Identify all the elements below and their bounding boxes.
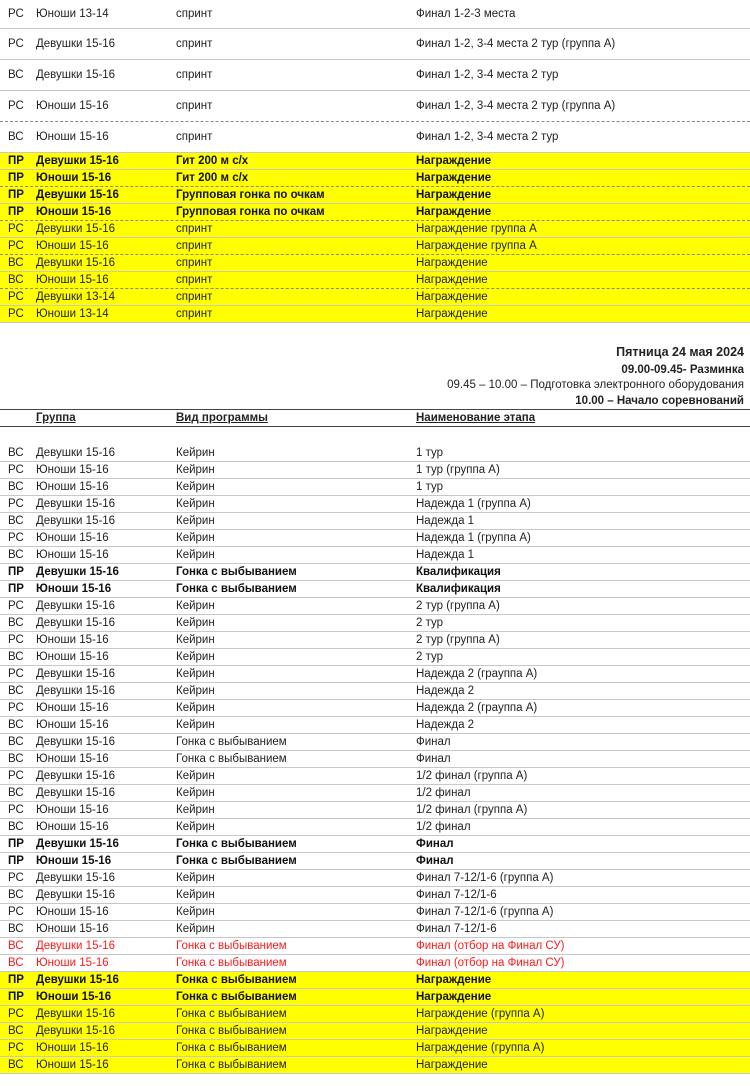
table-header — [0, 409, 750, 427]
program-cell: Групповая гонка по очкам — [176, 189, 325, 201]
stage-cell: Финал (отбор на Финал СУ) — [416, 957, 565, 969]
type-cell: РС — [8, 223, 24, 235]
group-cell: Девушки 15-16 — [36, 940, 116, 952]
type-cell: РС — [8, 702, 24, 714]
program-cell: Кейрин — [176, 719, 215, 731]
stage-cell: Награждение (группа А) — [416, 1042, 545, 1054]
stage-cell: Награждение — [416, 974, 492, 986]
group-cell: Юноши 15-16 — [36, 549, 109, 561]
program-cell: Кейрин — [176, 923, 215, 935]
program-cell: Гит 200 м с/х — [176, 155, 249, 167]
type-cell: РС — [8, 804, 24, 816]
group-cell: Девушки 15-16 — [36, 38, 116, 50]
program-cell: Кейрин — [176, 498, 215, 510]
table-row — [0, 445, 750, 462]
table-row — [0, 122, 750, 153]
group-cell: Юноши 15-16 — [36, 906, 109, 918]
type-cell: РС — [8, 872, 24, 884]
day-title: Пятница 24 мая 2024 — [616, 345, 744, 359]
group-cell: Юноши 15-16 — [36, 634, 109, 646]
program-cell: Гонка с выбыванием — [176, 1059, 287, 1071]
table-row — [0, 598, 750, 615]
program-cell: Кейрин — [176, 617, 215, 629]
type-cell: ВС — [8, 651, 24, 663]
stage-cell: Награждение — [416, 1059, 488, 1071]
group-cell: Девушки 15-16 — [36, 189, 119, 201]
stage-cell: Надежда 1 (группа А) — [416, 532, 531, 544]
type-cell: РС — [8, 668, 24, 680]
stage-cell: Финал 7-12/1-6 (группа А) — [416, 906, 554, 918]
program-cell: Кейрин — [176, 821, 215, 833]
type-cell: ПР — [8, 838, 24, 850]
group-cell: Девушки 15-16 — [36, 1008, 116, 1020]
group-cell: Девушки 15-16 — [36, 257, 116, 269]
type-cell: РС — [8, 1042, 24, 1054]
type-cell: ВС — [8, 719, 24, 731]
stage-cell: Финал 1-2-3 места — [416, 8, 516, 20]
type-cell: РС — [8, 634, 24, 646]
program-cell: Кейрин — [176, 515, 215, 527]
stage-cell: 1/2 финал — [416, 787, 471, 799]
type-cell: ВС — [8, 257, 24, 269]
stage-cell: Надежда 1 (группа А) — [416, 498, 531, 510]
program-cell: спринт — [176, 8, 213, 20]
table-row — [0, 0, 750, 29]
table-row — [0, 91, 750, 122]
program-cell: Гонка с выбыванием — [176, 566, 297, 578]
table-row — [0, 1023, 750, 1040]
stage-cell: Финал 1-2, 3-4 места 2 тур (группа А) — [416, 38, 616, 50]
group-cell: Юноши 13-14 — [36, 8, 109, 20]
group-cell: Девушки 15-16 — [36, 223, 116, 235]
program-cell: Гонка с выбыванием — [176, 1042, 287, 1054]
type-cell: РС — [8, 38, 24, 50]
program-cell: Кейрин — [176, 600, 215, 612]
type-cell: ПР — [8, 991, 24, 1003]
program-cell: Гонка с выбыванием — [176, 855, 297, 867]
stage-cell: 2 тур (группа А) — [416, 600, 500, 612]
table-row — [0, 955, 750, 972]
program-cell: спринт — [176, 274, 213, 286]
type-cell: ВС — [8, 821, 24, 833]
program-cell: Кейрин — [176, 804, 215, 816]
group-cell: Девушки 13-14 — [36, 291, 116, 303]
table-row — [0, 170, 750, 187]
stage-cell: Финал (отбор на Финал СУ) — [416, 940, 565, 952]
table-row — [0, 649, 750, 666]
stage-cell: Финал 1-2, 3-4 места 2 тур (группа А) — [416, 100, 616, 112]
stage-cell: Финал — [416, 838, 454, 850]
group-cell: Девушки 15-16 — [36, 872, 116, 884]
warmup-time: 09.00-09.45- Разминка — [621, 363, 744, 376]
type-cell: ПР — [8, 206, 24, 218]
type-cell: ВС — [8, 515, 24, 527]
program-cell: спринт — [176, 308, 213, 320]
stage-cell: 1 тур — [416, 447, 444, 459]
header-program: Вид программы — [176, 412, 268, 424]
type-cell: ВС — [8, 957, 24, 969]
program-cell: Гонка с выбыванием — [176, 991, 297, 1003]
stage-cell: Квалификация — [416, 583, 501, 595]
stage-cell: Квалификация — [416, 566, 501, 578]
stage-cell: Надежда 2 (грауппа А) — [416, 702, 538, 714]
table-row — [0, 768, 750, 785]
program-cell: спринт — [176, 38, 213, 50]
group-cell: Юноши 15-16 — [36, 240, 109, 252]
type-cell: ПР — [8, 155, 24, 167]
program-cell: Кейрин — [176, 889, 215, 901]
type-cell: ПР — [8, 172, 24, 184]
program-cell: Кейрин — [176, 770, 215, 782]
top-schedule-table — [0, 0, 750, 153]
program-cell: Кейрин — [176, 447, 215, 459]
group-cell: Девушки 15-16 — [36, 515, 116, 527]
type-cell: ВС — [8, 617, 24, 629]
friday-schedule-table — [0, 445, 750, 1074]
table-row — [0, 751, 750, 768]
group-cell: Девушки 15-16 — [36, 838, 119, 850]
table-row — [0, 60, 750, 91]
type-cell: ПР — [8, 974, 24, 986]
type-cell: ВС — [8, 736, 24, 748]
group-cell: Юноши 15-16 — [36, 991, 112, 1003]
group-cell: Девушки 15-16 — [36, 685, 116, 697]
program-cell: Гит 200 м с/х — [176, 172, 249, 184]
stage-cell: Надежда 1 — [416, 549, 475, 561]
start-time: 10.00 – Начало соревнований — [575, 394, 744, 407]
group-cell: Юноши 15-16 — [36, 702, 109, 714]
table-row — [0, 666, 750, 683]
stage-cell: Финал 1-2, 3-4 места 2 тур — [416, 69, 559, 81]
group-cell: Девушки 15-16 — [36, 1025, 116, 1037]
group-cell: Юноши 15-16 — [36, 100, 109, 112]
group-cell: Девушки 15-16 — [36, 566, 119, 578]
stage-cell: Надежда 2 — [416, 719, 475, 731]
program-cell: спринт — [176, 69, 213, 81]
group-cell: Юноши 15-16 — [36, 464, 109, 476]
group-cell: Юноши 15-16 — [36, 855, 112, 867]
stage-cell: Награждение — [416, 308, 488, 320]
stage-cell: Награждение группа А — [416, 223, 537, 235]
type-cell: РС — [8, 308, 24, 320]
group-cell: Девушки 15-16 — [36, 155, 119, 167]
type-cell: РС — [8, 600, 24, 612]
type-cell: РС — [8, 8, 24, 20]
stage-cell: Награждение — [416, 172, 492, 184]
group-cell: Девушки 15-16 — [36, 736, 116, 748]
program-cell: Групповая гонка по очкам — [176, 206, 325, 218]
stage-cell: Финал — [416, 736, 451, 748]
type-cell: РС — [8, 291, 24, 303]
table-row — [0, 870, 750, 887]
group-cell: Юноши 15-16 — [36, 821, 109, 833]
program-cell: спринт — [176, 240, 213, 252]
header-gap — [0, 427, 750, 445]
table-row — [0, 530, 750, 547]
type-cell: ВС — [8, 549, 24, 561]
stage-cell: Награждение — [416, 257, 488, 269]
type-cell: РС — [8, 1008, 24, 1020]
type-cell: РС — [8, 464, 24, 476]
stage-cell: Награждение — [416, 155, 492, 167]
table-row — [0, 479, 750, 496]
group-cell: Юноши 15-16 — [36, 131, 109, 143]
table-row — [0, 272, 750, 289]
group-cell: Юноши 15-16 — [36, 206, 112, 218]
program-cell: спринт — [176, 100, 213, 112]
program-cell: Гонка с выбыванием — [176, 940, 287, 952]
program-cell: Гонка с выбыванием — [176, 1008, 287, 1020]
table-row — [0, 989, 750, 1006]
stage-cell: 2 тур — [416, 617, 444, 629]
group-cell: Юноши 15-16 — [36, 719, 109, 731]
type-cell: ВС — [8, 481, 24, 493]
stage-cell: 1 тур — [416, 481, 444, 493]
table-row — [0, 187, 750, 204]
group-cell: Девушки 15-16 — [36, 770, 116, 782]
program-cell: Кейрин — [176, 668, 215, 680]
table-row — [0, 581, 750, 598]
stage-cell: Надежда 2 — [416, 685, 475, 697]
program-cell: Гонка с выбыванием — [176, 957, 287, 969]
group-cell: Юноши 15-16 — [36, 1059, 109, 1071]
type-cell: ВС — [8, 685, 24, 697]
group-cell: Юноши 15-16 — [36, 481, 109, 493]
stage-cell: Награждение — [416, 189, 492, 201]
stage-cell: Награждение — [416, 291, 488, 303]
type-cell: ВС — [8, 1059, 24, 1071]
type-cell: ВС — [8, 923, 24, 935]
program-cell: Кейрин — [176, 464, 215, 476]
group-cell: Девушки 15-16 — [36, 600, 116, 612]
table-row — [0, 717, 750, 734]
table-row — [0, 289, 750, 306]
stage-cell: Финал 1-2, 3-4 места 2 тур — [416, 131, 559, 143]
type-cell: ПР — [8, 855, 24, 867]
program-cell: Кейрин — [176, 702, 215, 714]
table-row — [0, 683, 750, 700]
program-cell: Гонка с выбыванием — [176, 753, 287, 765]
table-row — [0, 887, 750, 904]
stage-cell: Награждение группа А — [416, 240, 537, 252]
table-row — [0, 1057, 750, 1074]
type-cell: ВС — [8, 131, 24, 143]
group-cell: Юноши 15-16 — [36, 923, 109, 935]
program-cell: спринт — [176, 257, 213, 269]
stage-cell: Финал — [416, 855, 454, 867]
stage-cell: Надежда 1 — [416, 515, 475, 527]
table-row — [0, 615, 750, 632]
program-cell: Кейрин — [176, 906, 215, 918]
table-row — [0, 700, 750, 717]
stage-cell: Финал — [416, 753, 451, 765]
program-cell: Кейрин — [176, 685, 215, 697]
program-cell: Гонка с выбыванием — [176, 1025, 287, 1037]
stage-cell: 1/2 финал — [416, 821, 471, 833]
group-cell: Юноши 15-16 — [36, 804, 109, 816]
stage-cell: 1 тур (группа А) — [416, 464, 500, 476]
table-row — [0, 204, 750, 221]
group-cell: Девушки 15-16 — [36, 889, 116, 901]
group-cell: Девушки 15-16 — [36, 974, 119, 986]
program-cell: Гонка с выбыванием — [176, 974, 297, 986]
group-cell: Юноши 15-16 — [36, 651, 109, 663]
program-cell: Кейрин — [176, 787, 215, 799]
stage-cell: Надежда 2 (грауппа А) — [416, 668, 538, 680]
table-row — [0, 306, 750, 323]
prep-time: 09.45 – 10.00 – Подготовка электронного оборудования — [447, 379, 744, 391]
type-cell: ВС — [8, 274, 24, 286]
table-row — [0, 734, 750, 751]
type-cell: ВС — [8, 1025, 24, 1037]
table-row — [0, 255, 750, 272]
stage-cell: Награждение — [416, 206, 492, 218]
type-cell: РС — [8, 240, 24, 252]
table-row — [0, 938, 750, 955]
awards-table — [0, 153, 750, 323]
table-row — [0, 802, 750, 819]
header-stage: Наименование этапа — [416, 412, 536, 424]
stage-cell: Награждение — [416, 991, 492, 1003]
type-cell: ВС — [8, 940, 24, 952]
table-row — [0, 632, 750, 649]
stage-cell: 1/2 финал (группа А) — [416, 804, 528, 816]
type-cell: ВС — [8, 69, 24, 81]
program-cell: Кейрин — [176, 634, 215, 646]
group-cell: Девушки 15-16 — [36, 447, 116, 459]
group-cell: Юноши 15-16 — [36, 753, 109, 765]
type-cell: ПР — [8, 566, 24, 578]
program-cell: спринт — [176, 131, 213, 143]
type-cell: РС — [8, 100, 24, 112]
program-cell: спринт — [176, 223, 213, 235]
group-cell: Юноши 15-16 — [36, 1042, 109, 1054]
stage-cell: Финал 7-12/1-6 (группа А) — [416, 872, 554, 884]
table-row — [0, 1040, 750, 1057]
group-cell: Юноши 15-16 — [36, 172, 112, 184]
group-cell: Девушки 15-16 — [36, 787, 116, 799]
program-cell: Кейрин — [176, 872, 215, 884]
header-group: Группа — [36, 412, 76, 424]
stage-cell: Награждение — [416, 274, 488, 286]
type-cell: ВС — [8, 787, 24, 799]
table-row — [0, 496, 750, 513]
type-cell: ВС — [8, 753, 24, 765]
stage-cell: Финал 7-12/1-6 — [416, 923, 497, 935]
type-cell: РС — [8, 770, 24, 782]
table-row — [0, 819, 750, 836]
table-row — [0, 564, 750, 581]
program-cell: Гонка с выбыванием — [176, 736, 287, 748]
group-cell: Девушки 15-16 — [36, 498, 116, 510]
table-row — [0, 238, 750, 255]
table-row — [0, 153, 750, 170]
program-cell: Кейрин — [176, 532, 215, 544]
table-row — [0, 462, 750, 479]
table-row — [0, 853, 750, 870]
program-cell: Кейрин — [176, 549, 215, 561]
group-cell: Юноши 15-16 — [36, 583, 112, 595]
program-cell: спринт — [176, 291, 213, 303]
day-info — [0, 345, 750, 409]
group-cell: Юноши 13-14 — [36, 308, 109, 320]
stage-cell: Финал 7-12/1-6 — [416, 889, 497, 901]
program-cell: Кейрин — [176, 481, 215, 493]
group-cell: Юноши 15-16 — [36, 957, 109, 969]
group-cell: Девушки 15-16 — [36, 617, 116, 629]
table-row — [0, 904, 750, 921]
stage-cell: Награждение — [416, 1025, 488, 1037]
type-cell: РС — [8, 498, 24, 510]
table-row — [0, 1006, 750, 1023]
type-cell: РС — [8, 532, 24, 544]
table-row — [0, 972, 750, 989]
group-cell: Девушки 15-16 — [36, 69, 116, 81]
type-cell: ПР — [8, 189, 24, 201]
program-cell: Гонка с выбыванием — [176, 583, 297, 595]
table-row — [0, 547, 750, 564]
table-row — [0, 221, 750, 238]
table-row — [0, 513, 750, 530]
stage-cell: Награждение (группа А) — [416, 1008, 545, 1020]
table-row — [0, 836, 750, 853]
type-cell: ВС — [8, 447, 24, 459]
type-cell: ВС — [8, 889, 24, 901]
stage-cell: 2 тур — [416, 651, 444, 663]
type-cell: ПР — [8, 583, 24, 595]
table-row — [0, 29, 750, 60]
program-cell: Кейрин — [176, 651, 215, 663]
stage-cell: 1/2 финал (группа А) — [416, 770, 528, 782]
table-row — [0, 785, 750, 802]
table-row — [0, 921, 750, 938]
group-cell: Юноши 15-16 — [36, 532, 109, 544]
group-cell: Девушки 15-16 — [36, 668, 116, 680]
program-cell: Гонка с выбыванием — [176, 838, 297, 850]
type-cell: РС — [8, 906, 24, 918]
stage-cell: 2 тур (группа А) — [416, 634, 500, 646]
group-cell: Юноши 15-16 — [36, 274, 109, 286]
